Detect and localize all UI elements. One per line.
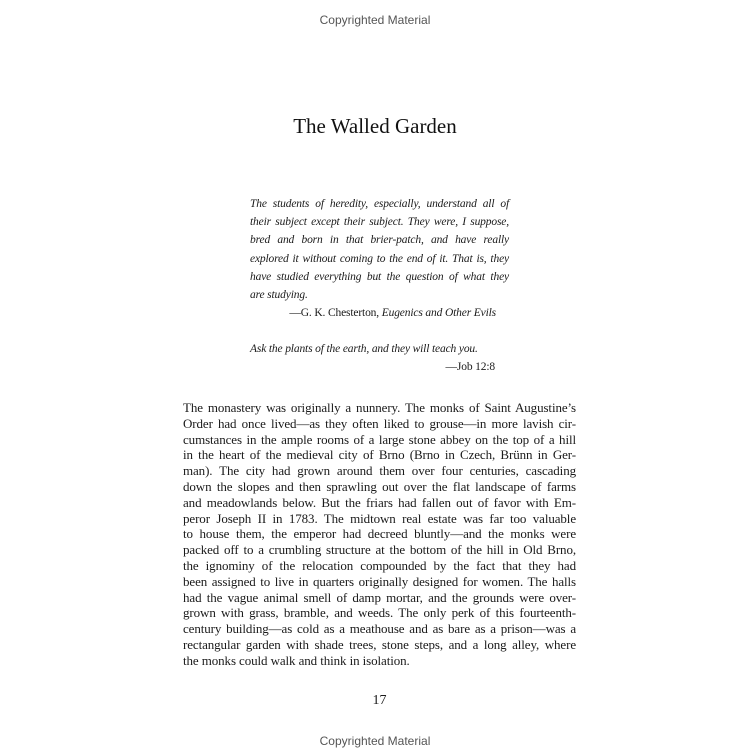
page-number: 17: [372, 692, 387, 708]
text-line: bred and born in that brier-patch, and have really: [250, 234, 509, 247]
text-line: century building—as cold as a meathouse and as bare as a prison—was a: [183, 621, 576, 637]
watermark-bottom: Copyrighted Material: [319, 734, 431, 748]
text-line: down the slopes and then sprawling out over the flat landscape of farms: [183, 478, 576, 494]
attribution-work: Eugenics and Other Evils: [381, 307, 496, 320]
attribution-author: —G. K. Chesterton,: [289, 307, 382, 320]
epigraph-text: Ask the plants of the earth, and they will teach you.: [250, 343, 478, 355]
text-line: the ignominy of the relocation compounded by the fact that they had: [183, 557, 576, 573]
text-line: had the vague animal smell of damp mortar, and the grounds were over-: [183, 589, 576, 605]
text-line: the monks could walk and think in isolation.: [183, 652, 410, 668]
text-line: explored it without coming to the end of it. That is, they: [250, 252, 509, 265]
text-line: are studying.: [250, 289, 308, 302]
text-line: in the heart of the medieval city of Brno (Brno in Czech, Brünn in Ger-: [183, 447, 576, 463]
main-flow: [183, 400, 576, 709]
text-line: cumstances in the ample rooms of a large stone abbey on the top of a hill: [183, 431, 576, 447]
text-line: packed off to a crumbling structure at the bottom of the hill in Old Brno,: [183, 542, 576, 558]
epigraph-chesterton: [250, 195, 509, 322]
text-line: their subject except their subject. They were, I suppose,: [250, 216, 509, 229]
text-line: The monastery was originally a nunnery. The monks of Saint Augustine’s: [183, 400, 576, 415]
epigraph-job: [250, 340, 509, 376]
text-line: peror Joseph II in 1783. The midtown real estate was far too valuable: [183, 510, 576, 526]
watermark-top: Copyrighted Material: [319, 13, 431, 27]
text-line: The students of heredity, especially, understand all of: [250, 198, 509, 210]
text-line: to house them, the emperor had decreed bluntly—and the monks were: [183, 526, 576, 542]
chapter-title: The Walled Garden: [293, 114, 457, 138]
text-line: Order had once lived—as they often liked to grouse—in more lavish cir-: [183, 415, 576, 431]
text-line: man). The city had grown around them over four centuries, cascading: [183, 463, 576, 479]
text-line: been assigned to live in quarters originally designed for women. The halls: [183, 573, 576, 589]
text-line: and meadowlands below. But the friars had fallen out of favor with Em-: [183, 494, 576, 510]
text-line: rectangular garden with shade trees, stone steps, and a long alley, where: [183, 636, 576, 652]
body-text: [183, 400, 576, 669]
epigraph-attribution: [250, 304, 509, 322]
text-line: have studied everything but the question of what they: [250, 270, 509, 283]
text-line: grown with grass, bramble, and weeds. The only perk of this fourteenth-: [183, 605, 576, 621]
epigraph-attribution: —Job 12:8: [445, 361, 495, 374]
